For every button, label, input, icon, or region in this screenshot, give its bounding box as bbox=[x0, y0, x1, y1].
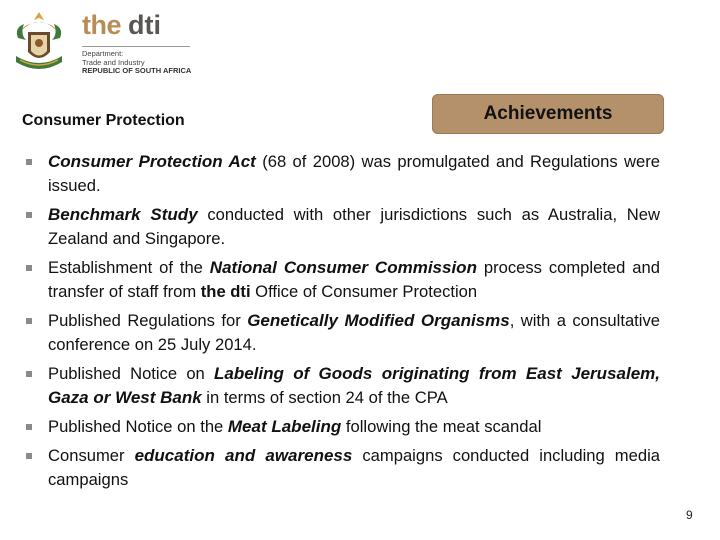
page-number: 9 bbox=[686, 508, 693, 522]
item-text: Published Notice on bbox=[48, 364, 214, 383]
list-item bbox=[48, 444, 660, 492]
item-emphasis: Consumer Protection Act bbox=[48, 152, 256, 171]
item-emphasis: National Consumer Commission bbox=[209, 258, 477, 277]
dept-line-2: Trade and Industry bbox=[82, 57, 145, 67]
brand-the: the bbox=[82, 10, 121, 40]
department-text bbox=[82, 50, 191, 76]
list-item bbox=[48, 150, 660, 198]
item-text: Office of Consumer Protection bbox=[250, 282, 478, 301]
item-text: Published Regulations for bbox=[48, 311, 248, 330]
item-emphasis: Labeling of Goods originating from East Jerusalem, Gaza or West Bank bbox=[48, 364, 660, 407]
dept-line-3: REPUBLIC OF SOUTH AFRICA bbox=[82, 66, 192, 76]
list-item bbox=[48, 415, 660, 439]
list-item bbox=[48, 362, 660, 410]
item-emphasis: Genetically Modified Organisms bbox=[247, 311, 510, 330]
item-emphasis: education and awareness bbox=[134, 446, 353, 465]
item-text: , with a consultative conference on 25 July 2014. bbox=[48, 311, 660, 354]
item-text: (68 of 2008) was promulgated and Regulations were issued. bbox=[48, 152, 660, 195]
section-title: Consumer Protection bbox=[22, 112, 185, 129]
brand-dti: dti bbox=[128, 10, 161, 40]
item-emphasis: Benchmark Study bbox=[48, 205, 198, 224]
item-text: Establishment of the bbox=[48, 258, 210, 277]
achievements-banner: Achievements bbox=[432, 94, 664, 134]
item-text: Published Notice on the bbox=[48, 417, 228, 436]
item-text: following the meat scandal bbox=[341, 417, 542, 436]
achievements-list bbox=[48, 150, 660, 497]
coat-of-arms-icon bbox=[10, 8, 68, 78]
list-item bbox=[48, 309, 660, 357]
item-text: Consumer bbox=[48, 446, 135, 465]
dti-logo bbox=[10, 8, 270, 80]
item-text: in terms of section 24 of the CPA bbox=[201, 388, 448, 407]
list-item bbox=[48, 256, 660, 304]
brand-divider bbox=[82, 46, 190, 47]
list-item bbox=[48, 203, 660, 251]
item-text: conducted with other jurisdictions such as Australia, New Zealand and Singapore. bbox=[48, 205, 660, 248]
item-strong: the dti bbox=[200, 282, 251, 301]
item-emphasis: Meat Labeling bbox=[227, 417, 342, 436]
dept-line-1: Department: bbox=[82, 49, 124, 58]
item-text: process completed and transfer of staff from bbox=[48, 258, 660, 301]
item-text: campaigns conducted including media campaigns bbox=[48, 446, 660, 489]
